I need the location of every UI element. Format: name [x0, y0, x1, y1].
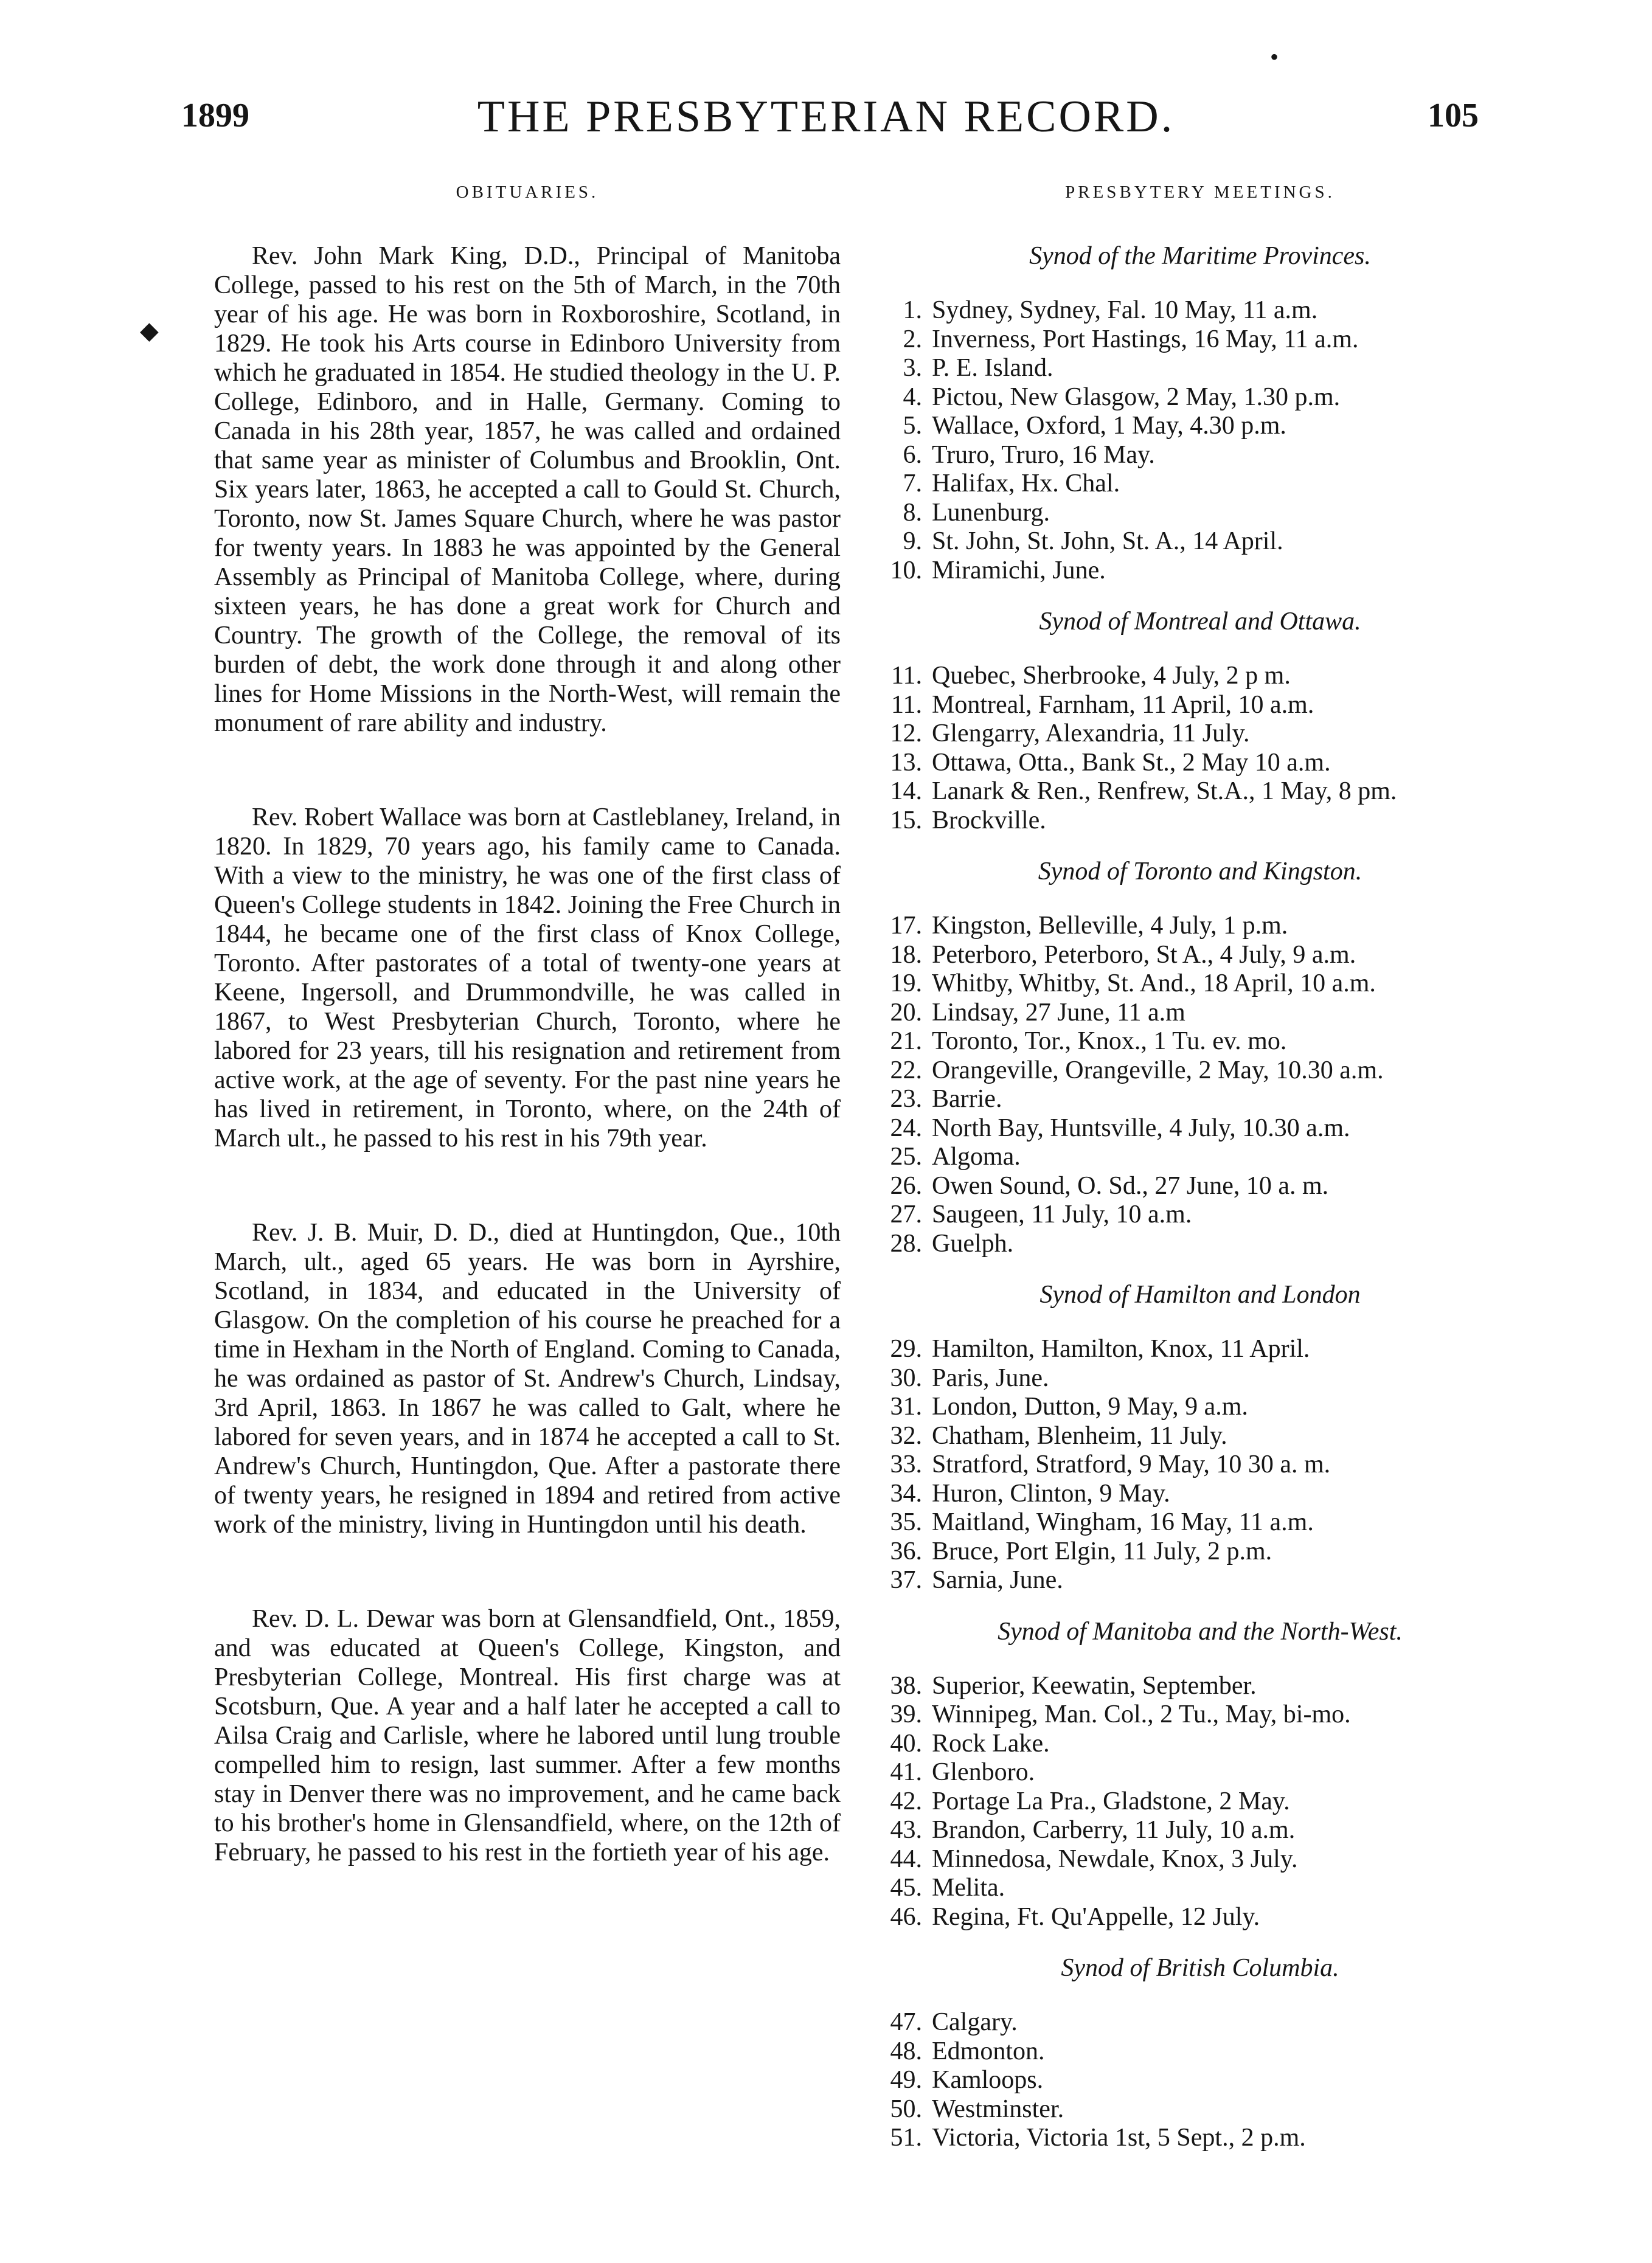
presbytery-list [869, 2008, 1532, 2153]
presbytery-entry [869, 325, 1532, 355]
entry-number: 11. [891, 662, 922, 690]
entry-number: 44. [890, 1845, 922, 1873]
entry-text: Truro, Truro, 16 May. [932, 440, 1155, 469]
entry-text: Lindsay, 27 June, 11 a.m [932, 998, 1185, 1027]
entry-number: 17. [890, 912, 922, 940]
entry-text: Paris, June. [932, 1364, 1049, 1392]
presbytery-entry [869, 556, 1532, 586]
meetings-column [869, 182, 1532, 2153]
entry-number: 34. [890, 1479, 922, 1508]
entry-text: London, Dutton, 9 May, 9 a.m. [932, 1393, 1248, 1421]
entry-number: 31. [890, 1393, 922, 1421]
entry-text: Glengarry, Alexandria, 11 July. [932, 719, 1250, 747]
entry-text: St. John, St. John, St. A., 14 April. [932, 527, 1283, 555]
presbytery-entry [869, 777, 1532, 806]
entry-number: 20. [890, 998, 922, 1027]
page-header [0, 92, 1652, 163]
entry-number: 21. [890, 1027, 922, 1055]
entry-text: Huron, Clinton, 9 May. [932, 1479, 1170, 1508]
entry-number: 11. [891, 690, 922, 719]
entry-number: 47. [890, 2008, 922, 2036]
entry-text: Lunenburg. [932, 498, 1050, 527]
entry-text: Montreal, Farnham, 11 April, 10 a.m. [932, 690, 1314, 719]
entry-text: Victoria, Victoria 1st, 5 Sept., 2 p.m. [932, 2124, 1306, 2152]
presbytery-entry [869, 1450, 1532, 1480]
entry-text: Edmonton. [932, 2037, 1045, 2065]
entry-text: North Bay, Huntsville, 4 July, 10.30 a.m. [932, 1114, 1350, 1142]
presbytery-entry [869, 1758, 1532, 1787]
entry-number: 4. [903, 383, 922, 411]
entry-number: 35. [890, 1508, 922, 1536]
journal-title: THE PRESBYTERIAN RECORD. [477, 92, 1175, 142]
synod-heading: Synod of Hamilton and London [1039, 1281, 1361, 1309]
presbytery-entry [869, 412, 1532, 441]
presbytery-entry [869, 969, 1532, 999]
entry-text: Chatham, Blenheim, 11 July. [932, 1421, 1227, 1450]
entry-text: Brockville. [932, 806, 1046, 834]
entry-number: 33. [890, 1450, 922, 1478]
entry-number: 38. [890, 1671, 922, 1700]
entry-text: Barrie. [932, 1085, 1002, 1113]
entry-text: Stratford, Stratford, 9 May, 10 30 a. m. [932, 1450, 1331, 1478]
entry-text: Quebec, Sherbrooke, 4 July, 2 p m. [932, 662, 1291, 690]
entry-number: 46. [890, 1902, 922, 1931]
entry-text: Calgary. [932, 2008, 1018, 2036]
presbytery-entry [869, 1143, 1532, 1172]
entry-number: 42. [890, 1787, 922, 1815]
entry-number: 32. [890, 1421, 922, 1450]
presbytery-entry [869, 1027, 1532, 1056]
presbytery-entry [869, 1335, 1532, 1364]
presbytery-entry [869, 691, 1532, 720]
entry-text: Kamloops. [932, 2066, 1044, 2094]
presbytery-entry [869, 1700, 1532, 1730]
presbytery-entry [869, 912, 1532, 941]
entry-number: 19. [890, 969, 922, 997]
entry-number: 5. [903, 412, 922, 440]
entry-text: Pictou, New Glasgow, 2 May, 1.30 p.m. [932, 383, 1341, 411]
synod-heading: Synod of Manitoba and the North-West. [998, 1617, 1403, 1646]
entry-number: 2. [903, 325, 922, 353]
entry-text: Brandon, Carberry, 11 July, 10 a.m. [932, 1816, 1296, 1844]
entry-number: 15. [890, 806, 922, 834]
presbytery-entry [869, 719, 1532, 749]
presbytery-entry [869, 1566, 1532, 1595]
entry-number: 24. [890, 1114, 922, 1142]
entry-number: 23. [890, 1085, 922, 1113]
entry-number: 13. [890, 748, 922, 777]
meetings-heading: PRESBYTERY MEETINGS. [1065, 182, 1335, 202]
synod-heading: Synod of Toronto and Kingston. [1038, 858, 1362, 885]
presbytery-entry [869, 1201, 1532, 1230]
presbytery-entry [869, 1537, 1532, 1567]
presbytery-entry [869, 2037, 1532, 2067]
entry-text: Melita. [932, 1874, 1005, 1902]
entry-number: 27. [890, 1201, 922, 1229]
presbytery-entry [869, 1480, 1532, 1509]
entry-text: Owen Sound, O. Sd., 27 June, 10 a. m. [932, 1171, 1329, 1200]
entry-number: 1. [903, 296, 922, 324]
entry-text: Toronto, Tor., Knox., 1 Tu. ev. mo. [932, 1027, 1287, 1055]
entry-number: 43. [890, 1816, 922, 1844]
entry-number: 40. [890, 1729, 922, 1758]
presbytery-entry [869, 999, 1532, 1028]
presbytery-list [869, 296, 1532, 585]
presbytery-list [869, 1672, 1532, 1932]
entry-text: Guelph. [932, 1229, 1014, 1258]
entry-text: Algoma. [932, 1143, 1021, 1171]
entry-text: Sydney, Sydney, Fal. 10 May, 11 a.m. [932, 296, 1318, 324]
margin-bullet: ◆ [140, 317, 159, 344]
entry-text: Hamilton, Hamilton, Knox, 11 April. [932, 1335, 1310, 1363]
presbytery-entry [869, 662, 1532, 691]
obituaries-column [214, 182, 841, 1932]
presbytery-list [869, 662, 1532, 835]
synod-list [869, 241, 1532, 2153]
obituary-muir: Rev. J. B. Muir, D. D., died at Huntingdon, Que., 10th March, ult., aged 65 years. He was born in Ayrshire, Scotland, in 1834, and educated in the University of Glasgow. On the completion of his course he preached for a time in Hexham in the North of England. Coming to Canada, he was ordained as pastor of St. Andrew's Church, Lindsay, 3rd April, 1863. In 1867 he was called to Galt, where he labored for seven years, and in 1874 he accepted a call to St. Andrew's Church, Huntingdon, Que. After a pastorate there of twenty years, he resigned in 1894 and retired from active work of the ministry, living in Huntingdon until his death. [214, 1219, 841, 1539]
entry-text: Maitland, Wingham, 16 May, 11 a.m. [932, 1508, 1314, 1536]
entry-text: P. E. Island. [932, 354, 1053, 382]
obituary-king: Rev. John Mark King, D.D., Principal of Manitoba College, passed to his rest on the 5th of March, in the 70th year of his age. He was born in Roxboroshire, Scotland, in 1829. He took his Arts course in Edinboro University from which he graduated in 1854. He studied theology in the U. P. College, Edinboro, and in Halle, Germany. Coming to Canada in his 28th year, 1857, he was called and ordained that same year as minister of Columbus and Brooklin, Ont. Six years later, 1863, he accepted a call to Gould St. Church, Toronto, now St. James Square Church, where he was pastor for twenty years. In 1883 he was appointed by the General Assembly as Principal of Manitoba College, where, during sixteen years, he has done a great work for Church and Country. The growth of the College, the removal of its burden of debt, the work done through it and along other lines for Home Missions in the North-West, will remain the monument of rare ability and industry. [214, 242, 841, 737]
entry-text: Halifax, Hx. Chal. [932, 470, 1120, 497]
presbytery-entry [869, 1056, 1532, 1086]
entry-text: Bruce, Port Elgin, 11 July, 2 p.m. [932, 1537, 1272, 1565]
entry-number: 3. [903, 354, 922, 382]
presbytery-list [869, 912, 1532, 1258]
entry-text: Regina, Ft. Qu'Appelle, 12 July. [932, 1902, 1260, 1931]
presbytery-entry [869, 1816, 1532, 1845]
entry-text: Wallace, Oxford, 1 May, 4.30 p.m. [932, 412, 1286, 440]
entry-number: 50. [890, 2095, 922, 2123]
entry-text: Saugeen, 11 July, 10 a.m. [932, 1201, 1192, 1229]
presbytery-entry [869, 1845, 1532, 1874]
presbytery-entry [869, 1393, 1532, 1422]
presbytery-entry [869, 1903, 1532, 1932]
entry-text: Kingston, Belleville, 4 July, 1 p.m. [932, 912, 1288, 940]
obituary-wallace: Rev. Robert Wallace was born at Castleblaney, Ireland, in 1820. In 1829, 70 years ago, his family came to Canada. With a view to the ministry, he was one of the first class of Queen's College students in 1842. Joining the Free Church in 1844, he became one of the first class of Knox College, Toronto. After pastorates of a total of twenty-one years at Keene, Ingersoll, and Drummondville, he was called in 1867, to West Presbyterian Church, Toronto, where he labored for 23 years, till his resignation and retirement from active work, at the age of seventy. For the past nine years he has lived in retirement, in Toronto, where, on the 24th of March ult., he passed to his rest in his 79th year. [214, 803, 841, 1152]
presbytery-entry [869, 470, 1532, 499]
entry-text: Peterboro, Peterboro, St A., 4 July, 9 a.m. [932, 940, 1356, 969]
synod-heading: Synod of British Columbia. [1061, 1954, 1339, 1982]
entry-number: 30. [890, 1364, 922, 1392]
presbytery-entry [869, 1085, 1532, 1114]
entry-number: 22. [890, 1056, 922, 1084]
presbytery-entry [869, 527, 1532, 556]
entry-text: Rock Lake. [932, 1729, 1050, 1758]
presbytery-entry [869, 354, 1532, 383]
entry-text: Glenboro. [932, 1758, 1035, 1786]
presbytery-entry [869, 296, 1532, 325]
presbytery-entry [869, 441, 1532, 470]
presbytery-entry [869, 499, 1532, 528]
entry-text: Orangeville, Orangeville, 2 May, 10.30 a.m. [932, 1056, 1384, 1084]
synod-heading: Synod of the Maritime Provinces. [1029, 242, 1371, 270]
presbytery-entry [869, 1874, 1532, 1903]
entry-text: Ottawa, Otta., Bank St., 2 May 10 a.m. [932, 748, 1331, 777]
entry-number: 8. [903, 498, 922, 527]
header-year: 1899 [181, 97, 249, 134]
entry-number: 45. [890, 1874, 922, 1902]
entry-number: 26. [890, 1171, 922, 1200]
entry-number: 51. [890, 2124, 922, 2152]
entry-number: 48. [890, 2037, 922, 2065]
entry-number: 12. [890, 719, 922, 747]
presbytery-entry [869, 1508, 1532, 1537]
entry-number: 41. [890, 1758, 922, 1786]
obituaries-heading: OBITUARIES. [456, 182, 599, 202]
presbytery-entry [869, 2066, 1532, 2095]
entry-text: Minnedosa, Newdale, Knox, 3 July. [932, 1845, 1298, 1873]
presbytery-entry [869, 383, 1532, 412]
entry-text: Portage La Pra., Gladstone, 2 May. [932, 1787, 1290, 1815]
entry-text: Westminster. [932, 2095, 1064, 2123]
entry-number: 36. [890, 1537, 922, 1565]
entry-text: Sarnia, June. [932, 1566, 1063, 1594]
presbytery-list [869, 1335, 1532, 1595]
entry-number: 18. [890, 940, 922, 969]
entry-text: Whitby, Whitby, St. And., 18 April, 10 a.m. [932, 969, 1376, 997]
presbytery-entry [869, 941, 1532, 970]
entry-number: 14. [890, 777, 922, 805]
entry-text: Miramichi, June. [932, 556, 1106, 584]
entry-number: 7. [903, 470, 922, 497]
presbytery-entry [869, 1787, 1532, 1817]
entry-number: 9. [903, 527, 922, 555]
entry-number: 10. [890, 556, 922, 584]
stray-mark: • [1270, 43, 1279, 71]
entry-text: Winnipeg, Man. Col., 2 Tu., May, bi-mo. [932, 1700, 1351, 1728]
presbytery-entry [869, 1422, 1532, 1451]
entry-number: 29. [890, 1335, 922, 1363]
presbytery-entry [869, 1114, 1532, 1143]
synod-heading: Synod of Montreal and Ottawa. [1039, 608, 1361, 636]
presbytery-entry [869, 1230, 1532, 1259]
entry-number: 28. [890, 1229, 922, 1258]
presbytery-entry [869, 2095, 1532, 2124]
presbytery-entry [869, 1672, 1532, 1701]
entry-number: 6. [903, 440, 922, 469]
entry-number: 49. [890, 2066, 922, 2094]
page-number: 105 [1428, 97, 1479, 134]
obituary-dewar: Rev. D. L. Dewar was born at Glensandfield, Ont., 1859, and was educated at Queen's College, Kingston, and Presbyterian College, Montreal. His first charge was at Scotsburn, Que. A year and a half later he accepted a call to Ailsa Craig and Carlisle, where he labored until lung trouble compelled him to resign, last summer. After a few months stay in Denver there was no improvement, and he came back to his brother's home in Glensandfield, where, on the 12th of February, he passed to his rest in the fortieth year of his age. [214, 1605, 841, 1866]
presbytery-entry [869, 1172, 1532, 1201]
presbytery-entry [869, 806, 1532, 836]
presbytery-entry [869, 2124, 1532, 2153]
entry-text: Inverness, Port Hastings, 16 May, 11 a.m. [932, 325, 1359, 353]
entry-text: Lanark & Ren., Renfrew, St.A., 1 May, 8 pm. [932, 777, 1397, 805]
presbytery-entry [869, 749, 1532, 778]
presbytery-entry [869, 1730, 1532, 1759]
entry-text: Superior, Keewatin, September. [932, 1671, 1257, 1700]
entry-number: 39. [890, 1700, 922, 1728]
presbytery-entry [869, 2008, 1532, 2037]
presbytery-entry [869, 1364, 1532, 1393]
entry-number: 37. [890, 1566, 922, 1594]
entry-number: 25. [890, 1143, 922, 1171]
